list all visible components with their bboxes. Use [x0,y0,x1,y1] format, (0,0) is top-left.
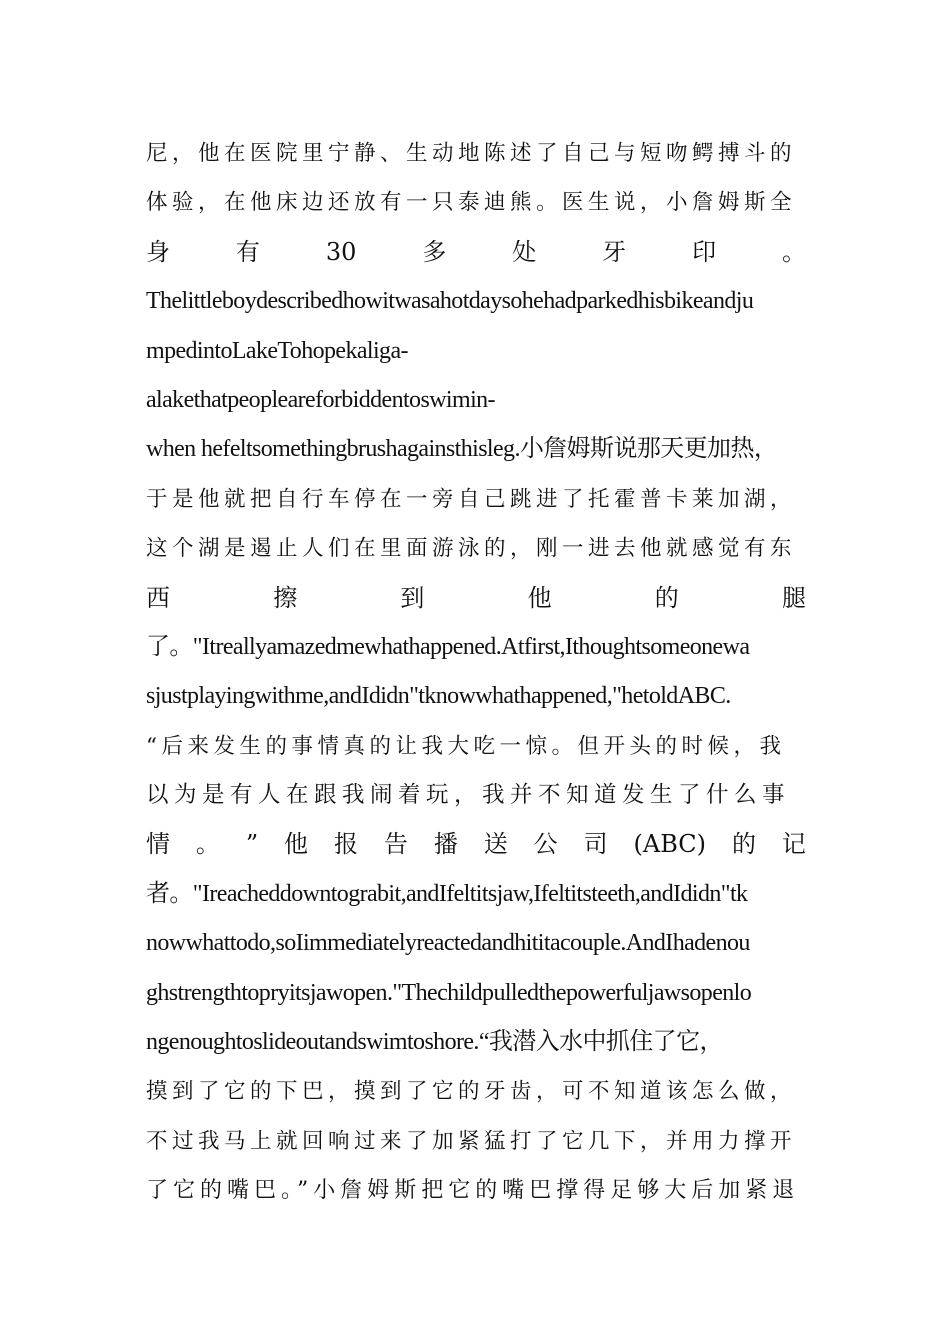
text-word: 到 [400,583,425,612]
text-line: ghstrengthtopryitsjawopen."Thechildpulledthepowerfuljawsopenlo [146,979,752,1006]
text-line: ngenoughtoslideoutandswimtoshore.“我潜入水中抓住了它， [146,1029,723,1056]
text-word: 30 [325,237,357,266]
text-word: 。 [195,830,220,859]
text-line: 尼，他在医院里宁静、生动地陈述了自己与短吻鳄搏斗的 [146,141,797,166]
justified-text-line [146,820,806,869]
text-word: 记 [781,830,806,859]
text-word: 擦 [273,583,298,612]
text-word: 多 [422,237,447,266]
text-line: 者。"Ireacheddowntograbit,andIfeltitsjaw,Ifeltitsteeth,andIdidn"tk [146,880,748,907]
text-word: 西 [146,583,170,612]
text-line: when hefeltsomethingbrushagainsthisleg.小詹姆斯说那天更加热， [146,436,778,463]
text-line: Thelittleboydescribedhowitwasahotdaysohehadparkedhisbikeandju [146,288,754,315]
text-word: 司 [583,830,608,859]
text-word: 的 [731,830,756,859]
text-line: nowwhattodo,soIimmediatelyreactedandhititacouple.AndIhadenou [146,930,750,957]
justified-text-line [146,574,806,623]
text-word: 播 [433,830,458,859]
text-word: 他 [527,583,552,612]
text-word: 的 [654,583,679,612]
text-word: 公 [533,830,558,859]
text-word: 腿 [781,583,806,612]
text-line: 不过我马上就回响过来了加紧猛打了它几下，并用力撑开 [146,1128,797,1154]
text-word: (ABC) [633,830,707,859]
justified-text-line [146,228,806,277]
text-line: alakethatpeopleareforbiddentoswimin- [146,386,495,413]
text-line: 以为是有人在跟我闹着玩，我并不知道发生了什么事 [146,782,791,809]
text-word: 牙 [602,237,627,266]
text-line: 了。"Itreallyamazedmewhathappened.Atfirst,Ithoughtsomeonewa [146,633,750,660]
text-line: “后来发生的事情真的让我大吃一惊。但开头的时候，我 [146,733,786,759]
text-word: 。 [782,237,806,266]
text-word: 报 [333,830,358,859]
text-word: 印 [692,237,717,266]
text-word: 他 [284,830,309,859]
text-word: 情 [146,830,170,859]
text-line: 体验，在他床边还放有一只泰迪熊。医生说，小詹姆斯全 [146,190,797,216]
text-word: 处 [512,237,537,266]
text-word: ” [245,830,259,859]
text-line: sjustplayingwithme,andIdidn"tknowwhathappened,"hetoldABC. [146,683,731,710]
text-line: 摸到了它的下巴，摸到了它的牙齿，可不知道该怎么做， [146,1079,797,1105]
text-line: 了它的嘴巴。”小詹姆斯把它的嘴巴撑得足够大后加紧退 [146,1178,800,1204]
text-line: 这个湖是遏止人们在里面游泳的，刚一进去他就感觉有东 [146,536,797,562]
text-word: 告 [383,830,408,859]
text-word: 有 [235,237,260,266]
text-word: 送 [483,830,508,859]
text-line: mpedintoLakeTohopekaliga- [146,337,408,364]
text-word: 身 [146,237,170,266]
text-line: 于是他就把自行车停在一旁自己跳进了托霍普卡莱加湖， [146,486,797,512]
document-body [146,129,806,1216]
